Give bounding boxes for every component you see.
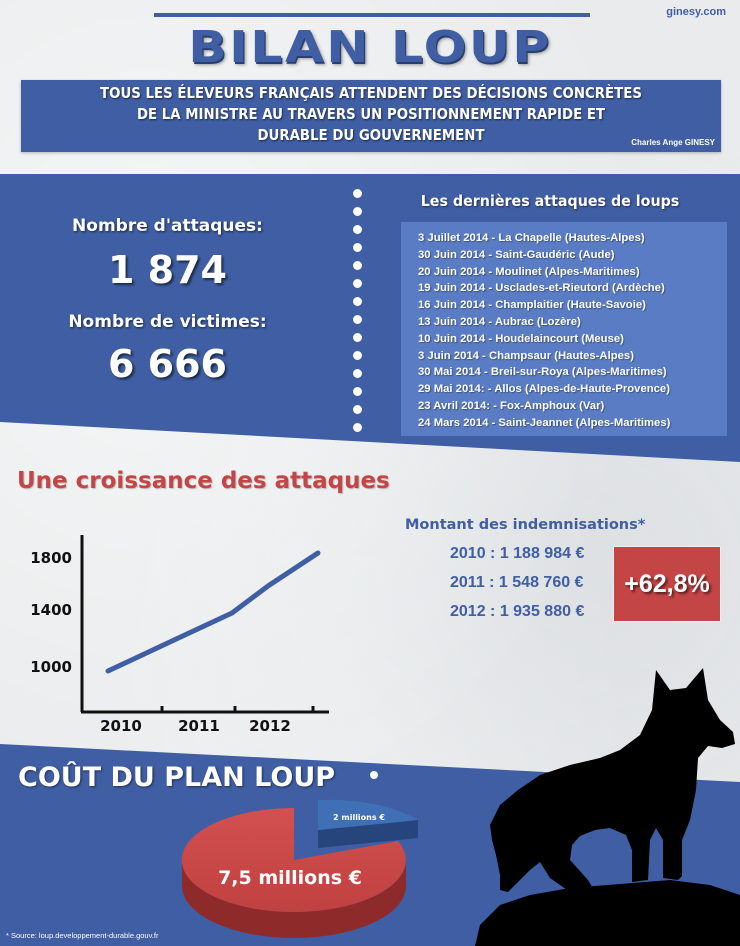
separator-dot — [353, 225, 362, 234]
separator-dot — [353, 297, 362, 306]
separator-dot — [353, 369, 362, 378]
source-note: * Source: loup.developpement-durable.gouv.fr — [6, 931, 159, 940]
recent-attacks-list — [401, 222, 727, 436]
list-item: 23 Avril 2014: - Fox-Amphoux (Var) — [418, 399, 605, 412]
decorative-dot — [370, 771, 378, 779]
list-item: 3 Juillet 2014 - La Chapelle (Hautes-Alpes) — [418, 232, 645, 244]
indemnity-row: 2011 : 1 548 760 € — [450, 574, 584, 591]
attacks-line-chart — [0, 520, 360, 750]
cost-pie-chart — [170, 790, 430, 940]
headline-banner — [21, 80, 721, 152]
recent-attacks-title: Les dernières attaques de loups — [420, 192, 680, 210]
separator-dot — [353, 261, 362, 270]
separator-dot — [353, 207, 362, 216]
dotted-separator — [353, 189, 363, 439]
separator-dot — [353, 387, 362, 396]
headline-line: TOUS LES ÉLEVEURS FRANÇAIS ATTENDENT DES DÉCISIONS CONCRÈTES — [100, 84, 642, 102]
page-title: BILAN LOUP — [188, 22, 552, 73]
separator-dot — [353, 279, 362, 288]
list-item: 24 Mars 2014 - Saint-Jeannet (Alpes-Maritimes) — [418, 416, 671, 429]
indemnities-title: Montant des indemnisations* — [405, 517, 646, 533]
victims-count-value: 6 666 — [108, 342, 227, 386]
pie-label-big: 7,5 millions € — [218, 867, 362, 889]
attacks-count-label: Nombre d'attaques: — [72, 216, 263, 236]
top-divider — [154, 13, 590, 17]
list-item: 30 Mai 2014 - Breil-sur-Roya (Alpes-Maritimes) — [418, 366, 667, 379]
victims-count-label: Nombre de victimes: — [68, 312, 267, 332]
headline-author: Charles Ange GINESY — [631, 138, 715, 147]
x-tick-label: 2012 — [249, 717, 291, 735]
growth-chart-title: Une croissance des attaques — [17, 468, 390, 494]
y-tick-label: 1800 — [30, 549, 72, 567]
attacks-line — [108, 553, 318, 671]
y-tick-label: 1400 — [30, 601, 72, 619]
list-item: 3 Juin 2014 - Champsaur (Hautes-Alpes) — [418, 349, 634, 362]
list-item: 13 Juin 2014 - Aubrac (Lozère) — [418, 315, 581, 328]
list-item: 19 Juin 2014 - Usclades-et-Rieutord (Ardèche) — [418, 282, 665, 295]
separator-dot — [353, 189, 362, 198]
separator-dot — [353, 423, 362, 432]
separator-dot — [353, 243, 362, 252]
list-item: 20 Juin 2014 - Moulinet (Alpes-Maritimes) — [418, 265, 640, 278]
list-item: 30 Juin 2014 - Saint-Gaudéric (Aude) — [418, 248, 615, 261]
separator-dot — [353, 405, 362, 414]
headline-text — [70, 83, 672, 146]
separator-dot — [353, 333, 362, 342]
separator-dot — [353, 351, 362, 360]
x-tick-label: 2011 — [178, 717, 220, 735]
list-item: 29 Mai 2014: - Allos (Alpes-de-Haute-Provence) — [418, 383, 670, 396]
list-item: 16 Juin 2014 - Champlaitier (Haute-Savoie) — [418, 299, 646, 312]
attacks-count-value: 1 874 — [108, 248, 227, 292]
headline-line: DURABLE DU GOUVERNEMENT — [257, 126, 485, 144]
y-tick-label: 1000 — [30, 658, 72, 676]
indemnity-row: 2012 : 1 935 880 € — [450, 603, 585, 620]
cost-title: COÛT DU PLAN LOUP — [18, 762, 336, 793]
wolf-silhouette-icon — [420, 640, 740, 946]
site-name: ginesy.com — [666, 6, 726, 18]
pie-label-small: 2 millions € — [333, 813, 385, 822]
x-tick-label: 2010 — [100, 717, 142, 735]
increase-badge: +62,8% — [614, 547, 720, 621]
list-item: 10 Juin 2014 - Houdelaincourt (Meuse) — [418, 332, 624, 345]
indemnity-row: 2010 : 1 188 984 € — [450, 545, 585, 562]
headline-line: DE LA MINISTRE AU TRAVERS UN POSITIONNEMENT RAPIDE ET — [136, 105, 606, 123]
separator-dot — [353, 315, 362, 324]
